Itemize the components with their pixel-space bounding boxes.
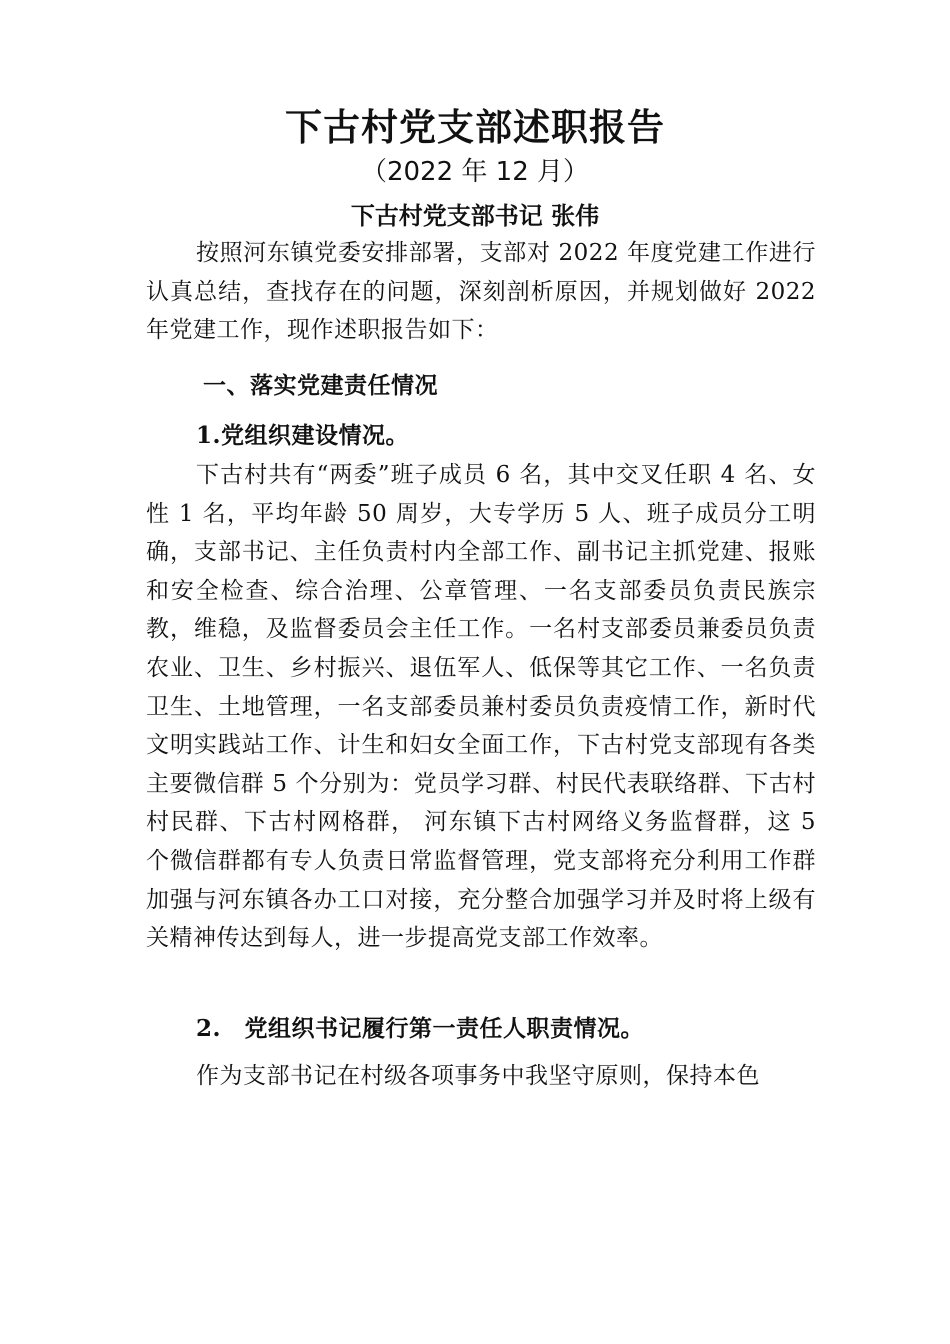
subsection-heading: 1.党组织建设情况。: [196, 422, 410, 449]
document-title: 下古村党支部述职报告: [285, 106, 665, 149]
subsection-heading: 2. 党组织书记履行第一责任人职责情况。: [196, 1015, 645, 1042]
section-heading: 一、落实党建责任情况: [203, 372, 438, 399]
intro-paragraph: 按照河东镇党委安排部署，支部对 2022 年度党建工作进行认真总结，查找存在的问题，深刻剖析原因，并规划做好 2022 年党建工作，现作述职报告如下：: [146, 240, 816, 344]
report-author: 下古村党支部书记 张伟: [350, 202, 600, 230]
report-date: （2022 年 12 月）: [360, 157, 590, 187]
body-paragraph: 作为支部书记在村级各项事务中我坚守原则，保持本色: [196, 1063, 760, 1089]
body-paragraph: 下古村共有“两委”班子成员 6 名，其中交叉任职 4 名、女性 1 名，平均年龄 50 周岁，大专学历 5 人、班子成员分工明确，支部书记、主任负责村内全部工作、副书记主抓党建、报账和安全检查、综合治理、公章管理、一名支部委员负责民族宗教，维稳，及监督委员会主任工作。一名村支部委员兼委员负责农业、卫生、乡村振兴、退伍军人、低保等其它工作、一名负责卫生、土地管理，一名支部委员兼村委员负责疫情工作，新时代文明实践站工作、计生和妇女全面工作，下古村党支部现有各类主要微信群 5 个分别为：党员学习群、村民代表联络群、下古村村民群、下古村网格群， 河东镇下古村网络义务监督群，这 5 个微信群都有专人负责日常监督管理，党支部将充分利用工作群加强与河东镇各办工口对接，充分整合加强学习并及时将上级有关精神传达到每人，进一步提高党支部工作效率。: [146, 462, 816, 952]
